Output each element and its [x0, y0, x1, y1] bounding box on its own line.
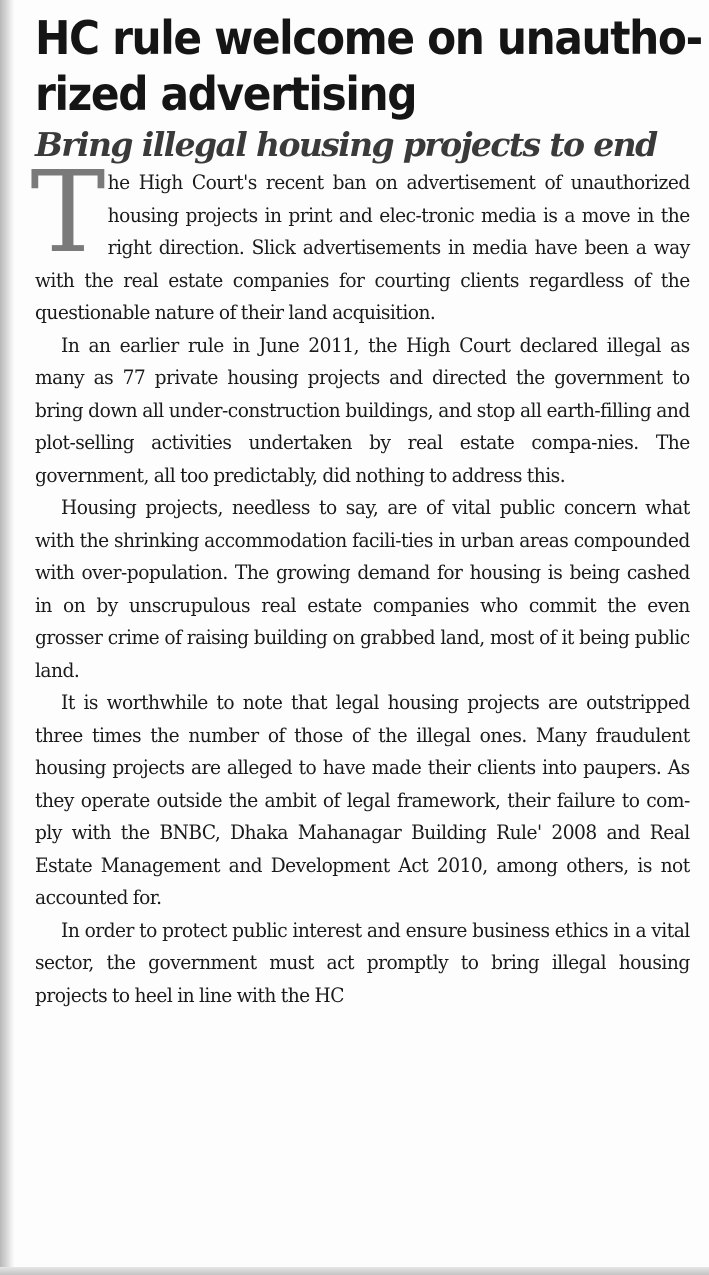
paragraph-4: It is worthwhile to note that legal housing projects are outstripped three times the number of those of the illegal ones. Many fraudulent housing projects are alleged to have made their clients into paupers. As they operate outside the ambit of legal framework, their failure to com-ply with the BNBC, Dhaka Mahanagar Building Rule' 2008 and Real Estate Management and Development Act 2010, among others, is not accounted for.: [35, 690, 690, 909]
paragraph-1-text: he High Court's recent ban on advertisement of unauthorized housing projects in print and elec-tronic media is a move in the right direction. Slick advertisements in media have been a way with the real estate companies for courting clients regardless of the questionable nature of their land acquisition.: [35, 170, 690, 324]
paragraph-3: Housing projects, needless to say, are of vital public concern what with the shrinking accommodation facili-ties in urban areas compounded with over-population. The growing demand for housing is being cashed in on by unscrupulous real estate companies who commit the even grosser crime of raising building on grabbed land, most of it being public land.: [35, 495, 690, 682]
page-edge-shadow: [0, 0, 14, 1275]
page-bottom-edge: [0, 1267, 709, 1275]
paragraph-2: In an earlier rule in June 2011, the High Court declared illegal as many as 77 private housing projects and directed the government to bring down all under-construction buildings, and stop all earth-filling and plot-selling activities undertaken by real estate compa-nies. The government, all too predictably, did nothing to address this.: [35, 332, 690, 487]
paragraph-1: [30, 148, 690, 329]
headline-line-2: rized advertising: [35, 67, 417, 121]
paragraph-5: In order to protect public interest and ensure business ethics in a vital sector, the government must act promptly to bring illegal housing projects to heel in line with the HC: [35, 917, 690, 1007]
headline: [35, 10, 702, 122]
headline-line-1: HC rule welcome on unautho-: [35, 11, 702, 65]
subheadline: Bring illegal housing projects to end: [35, 125, 657, 164]
article-body: [30, 148, 690, 1011]
drop-cap: T: [30, 148, 105, 278]
article: [30, 10, 702, 1011]
